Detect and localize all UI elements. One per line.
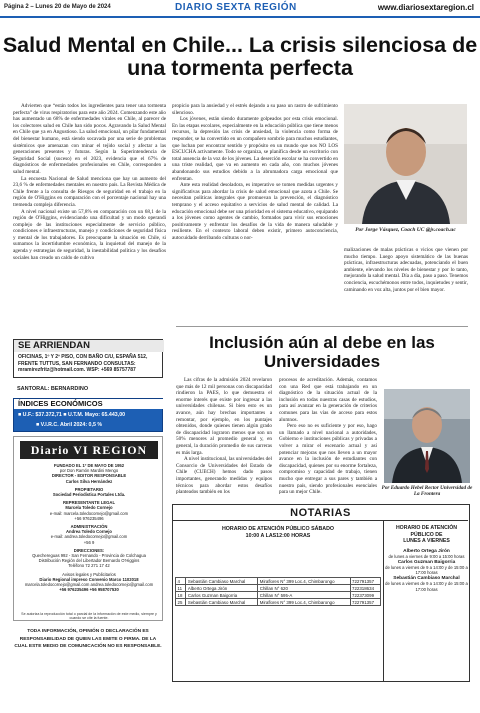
table-cell-day: 25 [176,599,186,606]
founder-line: por Don Ramón Mardini Mengo [59,468,119,474]
section-divider [176,326,468,327]
director-name: Carlos Silva Hernández [65,478,113,484]
indices-line-uf-utm: ■ U.F.: $37.372,71 ■ U.T.M. Mayo: 65.443,00 [18,412,126,418]
responsibility-notice: TODA INFORMACIÓN, OPINIÓN O DECLARACIÓN ES RESPONSABILIDAD DE QUIEN LAS EMITE O FIRMA. DE LA CUAL ESTE MEDIO DE COMUNICACIÓN NO ES RESPONSABLE. [14,629,162,650]
article1-column-2 [172,103,338,241]
portrait-image [344,104,467,224]
paragraph: malizaciones de malas prácticas o vicios que vienen por mucho tiempo. Luego apoyo sistemático de las buenas prácticas, infraestructuras adecuadas, potenciando el buen ambiente, elevando los niveles de bienestar y por lo tanto, mejorando la salud mental. Día a día, paso a paso. Tenemos conciencia, escuchémonos entre todos, inquietudes y sentir, caminando en voz alta, juntos por el bien mayor. [344,247,468,293]
author-photo-eduardo-hebel [384,389,470,483]
notarias-box [172,504,470,682]
ad-text: OFICINAS, 1º Y 2º PISO, CON BAÑO C/U, ESPAÑA 512, FRENTE TUTTUS, SAN FERNANDO CONSULTAS: mramirezfritz@hotmail.com. WSP: +569 85757787 [18,354,148,373]
legal-rep-label: REPRESENTANTE LEGAL [62,500,116,506]
table-cell-notary: Sebastián Cambiaso Marchal [186,578,258,585]
notarias-title: NOTARIAS [173,505,468,521]
indices-title: ÍNDICES ECONÓMICOS [14,399,164,409]
paragraph: Los jóvenes, están siendo duramente golpeados por esta crisis emocional. En las etapas escolares, especialmente en la educación pública que tiene menos recursos, la depresión las crisis de ansiedad, la violencia como forma de responder, se ha convertido en un compañero sombrío para muchos estudiantes, que luchan por encontrar sentido y propósito en un mundo que nos NO LOS ESCUCHA activamente. Todo se organiza, se planifica desde un escritorio con total ausencia de la voz de los jóvenes. La deserción escolar se ha convertido en una triste realidad, que va en aumento en cada año, con muchos jóvenes abandonando sus estudios debido a la abrumadora carga emocional que enfrentan. [172,116,338,182]
paragraph: Pero eso no es suficiente y por eso, hago un llamado a nivel nacional a autoridades, Gobierno e instituciones públicas y privadas a volver a mirar el escenario actual y así potenciar mejoras que nos lleven a un mayor avance en la inclusión de estudiantes con discapacidad, quienes por su enorme fortaleza, compromiso y capacidad de trabajo, tienen mucho que entregar a sus pares y también a nuestro país, siendo profesionales esenciales para un mejor Chile. [279,423,377,496]
table-cell-day: 11 [176,585,186,592]
economic-indices-box [13,398,163,432]
director-label: DIRECTOR - EDITOR RESPONSABLE [51,473,127,479]
article-headline-inclusion: Inclusión aún al debe en las Universidades [209,333,435,371]
table-cell-day: 4 [176,578,186,585]
address-line-2: Distribución Región del Libertador Bernardo O'Higgins [38,558,140,564]
admin-name: Andrea Toledo Cornejo [66,529,112,535]
contact-phones: +56 976235496 +56 958707530 [59,587,119,593]
owner-name: Sociedad Periodística Portales Ltda. [52,492,126,498]
table-cell-notary: Alberto Ortega Jirón [186,585,258,592]
address-label: DIRECCIONES: [73,547,105,553]
table-row [176,599,381,606]
weekday-heading-2: LUNES A VIERNES [403,538,450,545]
paragraph: Ante esta realidad desoladora, es imperativo se tomen medidas urgentes y significativas para abordar la crisis de salud emocional que azota a Chile. Se necesitan políticas integrales que promuevan la prevención, el diagnóstico temprano y el acceso equitativo a servicios de salud mental de calidad. La educación emocional debe ser una prioridad en el sistema educativo, equipando a los jóvenes como agentes de cambio, formados para vivir sus emociones positivamente y enfrentar los desafíos de la vida de manera saludable y resiliente. En el contexto laboral deben existir, primero autoconciencia, autocuidado derribando culturas o nor- [172,182,338,241]
photo-caption-jorge-vasquez: Por Jorge Vásquez, Coach UC @jv.coach.uc [355,227,456,233]
table-cell-address: Miraflores N° 399 Loc.4, Chimbarongo [258,599,350,606]
founded-line: FUNDADO EL 1º DE MAYO DE 1952 [53,463,125,468]
article1-column-3 [344,247,468,293]
table-cell-address: Chillan N° 620 [258,585,350,592]
paragraph: Las cifras de la admisión 2024 revelaron que más de 12 mil personas con discapacidad rindieron la PAES, lo que demuestra el enorme interés que existe por ingresar a las universidades chilenas. Si bien esto es un avance, aún hay brechas importantes a remontar, por ejemplo, en los puntajes obtenidos, donde quienes tienen algún grado de discapacidad lograron menos que son un 50% menores al promedio general y, en general, la duración promedio de sus carreras es más larga. [176,377,272,456]
weekday-schedule [385,521,468,681]
reproduction-disclaimer: Se autoriza la reproducción total o parcial de la información de este medio, siempre y cuando se cite la fuente. [21,612,157,621]
page-header-bar [0,0,480,18]
legal-rep-email[interactable]: e-mail: marcela.toledocornejo@gmail.com [49,510,129,516]
table-cell-notary: Carlos Guzman Baigorria [186,592,258,599]
legal-rep-name: Marcela Toledo Cornejo [65,505,113,511]
admin-email[interactable]: e-mail: andrea.toledocornejo@gmail.com [50,534,128,540]
photo-caption-eduardo-hebel: Por Eduardo Hebel Rector Universidad de La Frontera [381,485,473,498]
paragraph: La encuesta Nacional de Salud menciona que hay un aumento del 23,6 % de enfermedades mentales en nuestro país. La Revista Médica de Chile frente a la consulta de Riesgos de seguridad en el trabajo en la región de O'Higgins en comparación con el porcentaje nacional hay una tremenda compleja diferencia. [13,175,166,208]
article2-column-2 [279,377,377,496]
table-cell-phone: 722373099 [350,592,380,599]
table-cell-address: Chillan N° 595-A [258,592,350,599]
table-row [176,585,381,592]
legal-rep-phone: +56 976235496 [74,515,104,521]
table-cell-phone: 722791357 [350,578,380,585]
saturday-heading-1: HORARIO DE ATENCIÓN PÚBLICO SÁBADO [221,526,335,532]
table-cell-phone: 722791357 [350,599,380,606]
newspaper-masthead [13,436,163,621]
weekday-notary-hours: de lunes a viernes de 9 a 14:00 y de 15:00 a 17:00 horas [385,581,468,592]
author-photo-jorge-vasquez [344,104,467,224]
weekday-heading-1: HORARIO DE ATENCIÓN PÚBLICO DE [395,525,458,538]
paragraph: propicio para la ansiedad y el estrés dejando a su paso un rastro de sufrimiento silencioso. [172,103,338,116]
ad-se-arriendan [13,339,163,378]
admin-phone: +56 9 [83,539,95,545]
paragraph: Advierten que “están todos los ingredientes para tener una tormenta perfecta” de virus respiratorios para este año 2024. Comenzando este año has aumentado un 68% de enfermedades virales en Chile, al parecer de los colectores salud en Chile han sido pocos. Agravando la Salud Mental en Chile que ya en Angustioso. La salud emocional, un pilar fundamental del bienestar humano, está siendo socavada por una serie de problemas sistémicos que amenazan con minar el tejido social y afectar a las generaciones presentes y futuras. Según la Superintendencia de Seguridad Social (suceso) en el 2023, evidencia que el 67% de diagnósticos de enfermedades profesionales en Chile, corresponden a salud mental. [13,103,166,175]
weekday-notary-name: Sebastián Cambiaso Marchal [393,575,460,581]
table-cell-day: 18 [176,592,186,599]
notices-label: Avisos legales y Publicitarios [62,571,116,577]
admin-label: ADMINISTRACIÓN [70,524,108,530]
saturday-notary-table [175,577,381,606]
weekday-notary-name: Carlos Guzman Baigorria [397,559,456,565]
ad-title: SE ARRIENDAN [14,340,164,352]
weekday-notaries [385,549,468,592]
section-title: DIARIO SEXTA REGIÓN [175,2,297,13]
paragraph: A nivel nacional existe un 57,8% en comparación con un 68,1 de la región de O'Higgins, evidenciando una dificultad y un modo operandi complejo de las instituciones especialmente de servicio público, condiciones e infraestructuras, manejo y condiciones de seguridad física y mental de los trabajadores. Es preocupante la situación en Chile, si sumamos la incertidumbre económica, la inquietud del manejo de la agenda y estrategias de seguridad, la inestabilidad política y los desafíos sociales han creado un caldo de cultivo [13,208,166,261]
indices-line-virc: ■ V.I.R.C. Abril 2024: 0,5 % [36,422,103,428]
portrait-image [384,389,470,483]
masthead-details [18,463,160,592]
article-headline-salud-mental: Salud Mental en Chile... La crisis silenciosa de una tormenta perfecta [2,33,478,80]
newspaper-logo: Diario VI REGION [20,441,158,459]
saturday-heading-2: 10:00 A LAS12:00 HORAS [245,533,311,539]
page-date: Página 2 – Lunes 20 de Mayo de 2024 [4,4,111,10]
table-cell-notary: Sebastián Cambiaso Marchal [186,599,258,606]
table-cell-address: Miraflores N° 399 Loc.4, Chimbarongo [258,578,350,585]
paragraph: procesos de acreditación. Además, contamos con una Red que está trabajando en un diagnóstico de la situación actual de la inclusión en todas nuestras casas de estudios, para así avanzar en la generación de criterios comunes para las vías de acceso para estos alumnos. [279,377,377,423]
table-row [176,592,381,599]
weekday-notary-name: Alberto Ortega Jirón [403,548,450,554]
saturday-schedule [173,521,384,681]
address-line-3: Teléfono 72 271 17 42 [68,563,110,569]
table-row [176,578,381,585]
contact-emails[interactable]: marcela.toledocornejo@gmail.com andrea.toledocornejo@gmail.com [24,582,154,588]
article2-column-1 [176,377,272,496]
paragraph: A nivel institucional, las universidades del Consorcio de Universidades del Estado de Chile (CUECH) hemos dado pasos importantes, generando medidas y equipos técnicos para abordar estos desafíos planteados también en los [176,456,272,496]
site-link[interactable]: www.diariosextaregion.cl [377,3,474,12]
weekday-notary-hours: de lunes a viernes de 9:00 a 15:00 horas [388,554,465,560]
owner-label: PROPIETARIO [74,486,104,492]
article1-column-1 [13,103,166,261]
convenio-label: Diario Regional impreso Convenio Marco 1102018 [39,576,139,582]
santoral-label: SANTORAL: BERNARDINO [17,386,89,392]
address-line-1: Quechereguas 992 - San Fernando - Provincia de Colchagua [32,553,146,559]
weekday-notary-hours: de lunes a viernes de 9 a 14:00 y de 15:00 a 17:00 horas [385,565,468,576]
table-cell-phone: 722318634 [350,585,380,592]
